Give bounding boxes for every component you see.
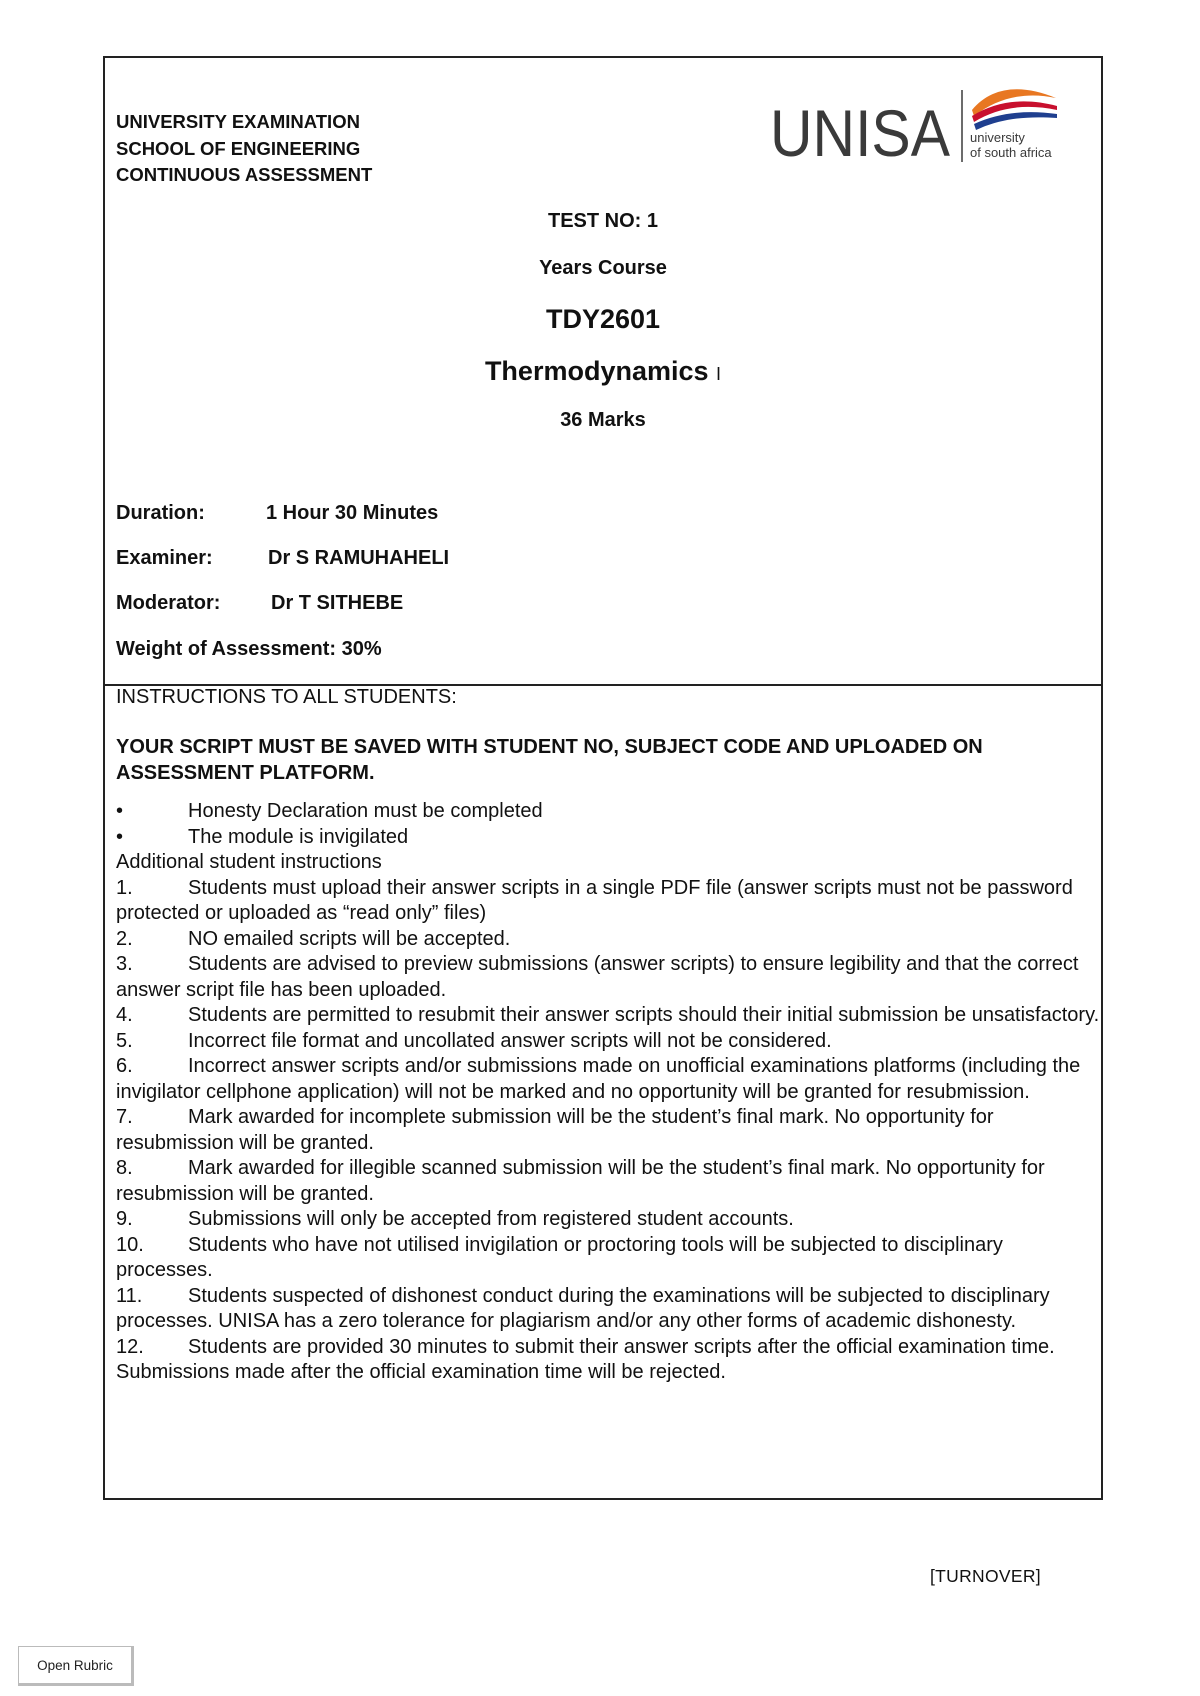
bullet-icon: • bbox=[116, 825, 124, 848]
years-course: Years Course bbox=[539, 257, 667, 279]
list-item: 4. Students are permitted to resubmit their answer scripts should their initial submission be unsatisfactory. bbox=[116, 1004, 1100, 1026]
list-item: 2. NO emailed scripts will be accepted. bbox=[116, 927, 511, 950]
list-item: 12. Students are provided 30 minutes to submit their answer scripts after the official examination time. Submissions made after the official examination time will be rejected. bbox=[116, 1335, 1055, 1383]
logo-tagline-university: university bbox=[970, 130, 1025, 145]
list-item: 8. Mark awarded for illegible scanned submission will be the student’s final mark. No opportunity for resubmission will be granted. bbox=[116, 1157, 1045, 1205]
upload-notice: YOUR SCRIPT MUST BE SAVED WITH STUDENT NO, SUBJECT CODE AND UPLOADED ON ASSESSMENT PLATFORM. bbox=[116, 736, 983, 784]
duration-value: 1 Hour 30 Minutes bbox=[266, 502, 439, 524]
module-title bbox=[105, 356, 1101, 387]
list-item: • Honesty Declaration must be completed bbox=[116, 799, 1101, 825]
list-item: • The module is invigilated bbox=[116, 825, 1101, 851]
logo-wordmark: UNISA bbox=[770, 96, 950, 170]
unisa-logo bbox=[770, 82, 1070, 176]
list-item: 11. Students suspected of dishonest conduct during the examinations will be subjected to disciplinary processes. UNISA has a zero tolerance for plagiarism and/or any other forms of academic dishonesty. bbox=[116, 1284, 1050, 1332]
list-item: 9. Submissions will only be accepted from registered student accounts. bbox=[116, 1208, 794, 1230]
open-rubric-button[interactable]: Open Rubric bbox=[18, 1646, 134, 1686]
duration-row bbox=[116, 502, 439, 525]
examiner-value: Dr S RAMUHAHELI bbox=[268, 547, 450, 569]
exam-cover-frame bbox=[103, 56, 1103, 1500]
institution-line: CONTINUOUS ASSESSMENT bbox=[116, 164, 373, 185]
logo-tagline-south-africa: of south africa bbox=[970, 145, 1052, 160]
list-item: 10. Students who have not utilised invigilation or proctoring tools will be subjected to disciplinary processes. bbox=[116, 1233, 1003, 1281]
moderator-row bbox=[116, 592, 404, 615]
bullet-icon: • bbox=[116, 800, 124, 822]
module-title-text: Thermodynamics bbox=[484, 356, 709, 386]
duration-label: Duration: bbox=[116, 502, 205, 524]
turnover-label: [TURNOVER] bbox=[930, 1566, 1041, 1586]
institution-line: UNIVERSITY EXAMINATION bbox=[116, 111, 360, 132]
instructions-heading: INSTRUCTIONS TO ALL STUDENTS: bbox=[116, 686, 457, 708]
list-item: 7. Mark awarded for incomplete submission will be the student’s final mark. No opportunity for resubmission will be granted. bbox=[116, 1106, 994, 1154]
instruction-list bbox=[116, 799, 1101, 1386]
examiner-row bbox=[116, 547, 450, 570]
examiner-label: Examiner: bbox=[116, 547, 213, 569]
moderator-label: Moderator: bbox=[116, 592, 221, 614]
list-item: 1. Students must upload their answer scripts in a single PDF file (answer scripts must not be password protected or uploaded as “read only” files) bbox=[116, 876, 1073, 924]
module-title-suffix: I bbox=[716, 364, 722, 384]
list-item: 3. Students are advised to preview submissions (answer scripts) to ensure legibility and that the correct answer script file has been uploaded. bbox=[116, 953, 1079, 1001]
cover-header-section bbox=[105, 58, 1101, 686]
test-number: TEST NO: 1 bbox=[547, 210, 658, 232]
weight-row: Weight of Assessment: 30% bbox=[116, 638, 382, 660]
institution-line: SCHOOL OF ENGINEERING bbox=[116, 137, 361, 159]
module-code: TDY2601 bbox=[545, 304, 661, 334]
moderator-value: Dr T SITHEBE bbox=[271, 592, 404, 614]
list-item: 6. Incorrect answer scripts and/or submissions made on unofficial examinations platforms (including the invigilator cellphone application) will not be marked and no opportunity will be granted for resubmission. bbox=[116, 1055, 1081, 1103]
institution-lines bbox=[116, 109, 372, 189]
total-marks: 36 Marks bbox=[560, 409, 646, 431]
additional-heading: Additional student instructions bbox=[116, 851, 382, 873]
list-item: 5. Incorrect file format and uncollated answer scripts will not be considered. bbox=[116, 1029, 832, 1052]
